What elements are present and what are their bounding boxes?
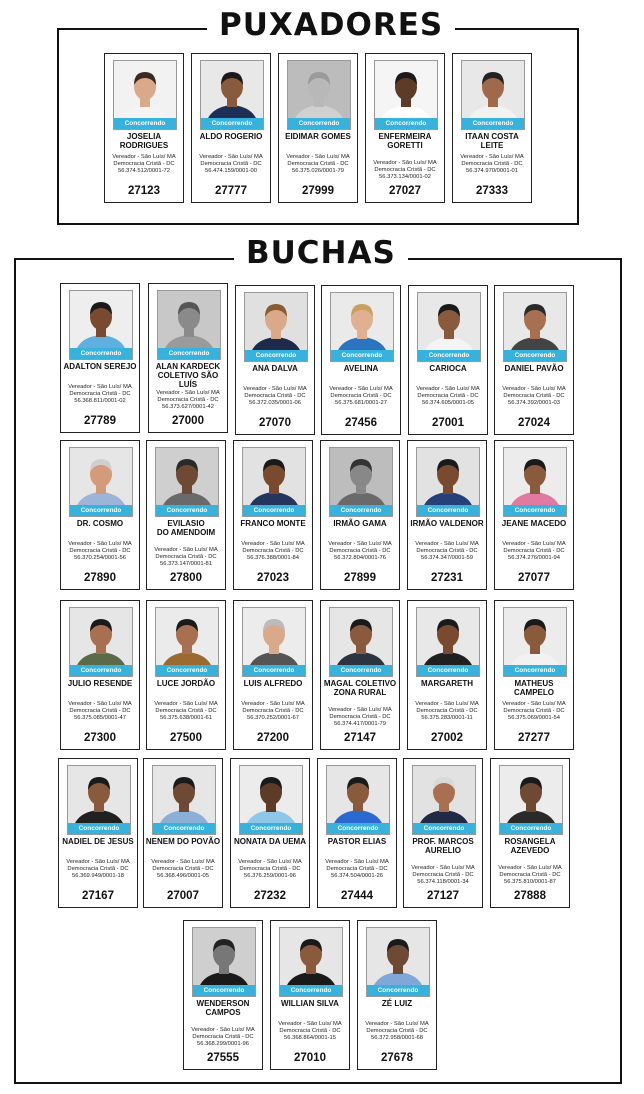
candidate-office: Vereador - São Luís/ MA xyxy=(243,386,307,392)
candidate-cnpj: 56.368.811/0001-02 xyxy=(74,398,126,405)
candidate-party: Democracia Cristã - DC xyxy=(503,708,565,715)
candidate-party: Democracia Cristã - DC xyxy=(242,548,304,555)
concorrendo-badge: Concorrendo xyxy=(330,505,392,516)
concorrendo-badge: Concorrendo xyxy=(240,823,302,834)
candidate-number: 27333 xyxy=(476,185,508,197)
candidate-photo xyxy=(330,292,394,362)
candidate-office: Vereador - São Luís/ MA xyxy=(415,541,479,547)
candidate-name: NENEM DO POVÃO xyxy=(145,837,221,846)
candidate-photo xyxy=(326,765,390,835)
candidate-office: Vereador - São Luís/ MA xyxy=(156,390,220,396)
candidate-office: Vereador - São Luís/ MA xyxy=(415,701,479,707)
buchas-title: BUCHAS xyxy=(234,236,408,270)
candidate-party: Democracia Cristã - DC xyxy=(67,866,129,873)
concorrendo-badge: Concorrendo xyxy=(417,665,479,676)
concorrendo-badge: Concorrendo xyxy=(288,118,350,129)
candidate-office: Vereador - São Luís/ MA xyxy=(502,701,566,707)
concorrendo-badge: Concorrendo xyxy=(156,665,218,676)
candidate-party: Democracia Cristã - DC xyxy=(416,548,478,555)
candidate-cnpj: 56.474.159/0001-00 xyxy=(205,168,257,175)
candidate-card xyxy=(357,920,437,1070)
candidate-card xyxy=(183,920,263,1070)
candidate-info xyxy=(321,541,399,563)
candidate-number: 27789 xyxy=(84,415,116,427)
candidate-cnpj: 56.375.810/0001-87 xyxy=(504,879,556,886)
candidate-party: Democracia Cristã - DC xyxy=(239,866,301,873)
candidate-number: 27001 xyxy=(432,417,464,429)
candidate-party: Democracia Cristã - DC xyxy=(330,393,392,400)
candidate-office: Vereador - São Luís/ MA xyxy=(68,701,132,707)
candidate-cnpj: 56.374.276/0001-94 xyxy=(508,555,560,562)
candidate-name: PASTOR ELIAS xyxy=(327,837,387,846)
candidate-name: DANIEL PAVÃO xyxy=(504,364,564,373)
candidate-name: EIDIMAR GOMES xyxy=(285,132,351,141)
candidate-card xyxy=(494,440,574,590)
candidate-card xyxy=(60,440,140,590)
candidate-name: NONATA DA UEMA xyxy=(234,837,306,846)
candidate-office: Vereador - São Luís/ MA xyxy=(238,859,302,865)
candidate-office: Vereador - São Luís/ MA xyxy=(365,1021,429,1027)
candidate-info xyxy=(453,154,531,176)
candidate-card xyxy=(407,440,487,590)
candidate-info xyxy=(271,1021,349,1043)
candidate-card xyxy=(148,283,228,433)
candidate-card xyxy=(146,440,226,590)
candidate-office: Vereador - São Luís/ MA xyxy=(373,160,437,166)
candidate-cnpj: 56.376.388/0001-84 xyxy=(247,555,299,562)
candidate-party: Democracia Cristã - DC xyxy=(155,554,217,561)
candidate-party: Democracia Cristã - DC xyxy=(155,708,217,715)
candidate-card xyxy=(494,285,574,435)
candidate-party: Democracia Cristã - DC xyxy=(157,397,219,404)
candidate-name: MAGAL COLETIVO ZONA RURAL xyxy=(323,679,397,697)
candidate-info xyxy=(149,390,227,412)
candidate-party: Democracia Cristã - DC xyxy=(200,161,262,168)
concorrendo-badge: Concorrendo xyxy=(418,350,480,361)
candidate-number: 27231 xyxy=(431,572,463,584)
candidate-number: 27232 xyxy=(254,890,286,902)
candidate-cnpj: 56.370.254/0001-56 xyxy=(74,555,126,562)
candidate-name: ITAAN COSTA LEITE xyxy=(465,132,519,150)
candidate-info xyxy=(495,701,573,723)
candidate-photo xyxy=(366,927,430,997)
candidate-info xyxy=(408,701,486,723)
candidate-card xyxy=(408,285,488,435)
candidate-info xyxy=(61,384,139,406)
candidate-number: 27002 xyxy=(431,732,463,744)
candidate-info xyxy=(236,386,314,408)
candidate-number: 27023 xyxy=(257,572,289,584)
concorrendo-badge: Concorrendo xyxy=(201,118,263,129)
concorrendo-badge: Concorrendo xyxy=(70,505,132,516)
candidate-card xyxy=(403,758,483,908)
candidate-party: Democracia Cristã - DC xyxy=(287,161,349,168)
candidate-photo xyxy=(242,607,306,677)
candidate-office: Vereador - São Luís/ MA xyxy=(286,154,350,160)
concorrendo-badge: Concorrendo xyxy=(367,985,429,996)
candidate-party: Democracia Cristã - DC xyxy=(374,167,436,174)
candidate-info xyxy=(409,386,487,408)
candidate-name: ALAN KARDECK COLETIVO SÃO LUÍS xyxy=(155,362,221,389)
puxadores-title: PUXADORES xyxy=(207,8,455,42)
candidate-card xyxy=(60,283,140,433)
candidate-info xyxy=(144,859,222,881)
candidate-party: Democracia Cristã - DC xyxy=(244,393,306,400)
candidate-photo xyxy=(499,765,563,835)
candidate-cnpj: 56.374.970/0001-01 xyxy=(466,168,518,175)
candidate-number: 27444 xyxy=(341,890,373,902)
candidate-photo xyxy=(461,60,525,130)
candidate-name: IRMÃO VALDENOR xyxy=(410,519,484,528)
concorrendo-badge: Concorrendo xyxy=(158,348,220,359)
candidate-info xyxy=(234,701,312,723)
candidate-cnpj: 56.374.605/0001-05 xyxy=(422,400,474,407)
candidate-info xyxy=(147,547,225,569)
candidate-number: 27127 xyxy=(427,890,459,902)
candidate-number: 27678 xyxy=(381,1052,413,1064)
candidate-cnpj: 56.375.681/0001-27 xyxy=(335,400,387,407)
concorrendo-badge: Concorrendo xyxy=(327,823,389,834)
candidate-number: 27890 xyxy=(84,572,116,584)
candidate-office: Vereador - São Luís/ MA xyxy=(154,547,218,553)
candidate-name: ROSANGELA AZEVEDO xyxy=(504,837,556,855)
concorrendo-badge: Concorrendo xyxy=(280,985,342,996)
candidate-party: Democracia Cristã - DC xyxy=(416,708,478,715)
candidate-photo xyxy=(155,447,219,517)
candidate-office: Vereador - São Luís/ MA xyxy=(460,154,524,160)
candidate-party: Democracia Cristã - DC xyxy=(412,872,474,879)
candidate-name: MARGARETH xyxy=(421,679,473,688)
candidate-name: EVILASIO DO AMENDOIM xyxy=(156,519,216,537)
candidate-info xyxy=(495,541,573,563)
candidate-name: FRANCO MONTE xyxy=(240,519,306,528)
candidate-number: 27277 xyxy=(518,732,550,744)
candidate-office: Vereador - São Luís/ MA xyxy=(151,859,215,865)
candidate-office: Vereador - São Luís/ MA xyxy=(502,386,566,392)
candidate-card xyxy=(270,920,350,1070)
candidate-party: Democracia Cristã - DC xyxy=(329,548,391,555)
candidate-photo xyxy=(244,292,308,362)
concorrendo-badge: Concorrendo xyxy=(68,823,130,834)
candidate-party: Democracia Cristã - DC xyxy=(69,391,131,398)
candidate-info xyxy=(321,707,399,729)
candidate-photo xyxy=(416,447,480,517)
candidate-cnpj: 56.375.069/0001-54 xyxy=(508,715,560,722)
candidate-office: Vereador - São Luís/ MA xyxy=(66,859,130,865)
candidate-card xyxy=(452,53,532,203)
candidate-info xyxy=(105,154,183,176)
concorrendo-badge: Concorrendo xyxy=(417,505,479,516)
concorrendo-badge: Concorrendo xyxy=(504,350,566,361)
candidate-office: Vereador - São Luís/ MA xyxy=(68,384,132,390)
candidate-cnpj: 56.375.085/0001-47 xyxy=(74,715,126,722)
candidate-photo xyxy=(69,607,133,677)
candidate-office: Vereador - São Luís/ MA xyxy=(278,1021,342,1027)
candidate-name: DR. COSMO xyxy=(76,519,124,528)
candidate-photo xyxy=(503,447,567,517)
candidate-party: Democracia Cristã - DC xyxy=(69,548,131,555)
candidate-cnpj: 56.373.134/0001-02 xyxy=(379,174,431,181)
candidate-name: WILLIAN SILVA xyxy=(281,999,339,1008)
candidate-card xyxy=(60,600,140,750)
concorrendo-badge: Concorrendo xyxy=(504,505,566,516)
candidate-office: Vereador - São Luís/ MA xyxy=(325,859,389,865)
candidate-office: Vereador - São Luís/ MA xyxy=(328,541,392,547)
candidate-office: Vereador - São Luís/ MA xyxy=(68,541,132,547)
candidate-office: Vereador - São Luís/ MA xyxy=(199,154,263,160)
candidate-party: Democracia Cristã - DC xyxy=(326,866,388,873)
candidate-photo xyxy=(416,607,480,677)
candidate-office: Vereador - São Luís/ MA xyxy=(241,701,305,707)
concorrendo-badge: Concorrendo xyxy=(243,505,305,516)
concorrendo-badge: Concorrendo xyxy=(156,505,218,516)
candidate-cnpj: 56.374.504/0001-26 xyxy=(331,873,383,880)
candidate-card xyxy=(320,600,400,750)
concorrendo-badge: Concorrendo xyxy=(413,823,475,834)
candidate-cnpj: 56.368.299/0001-96 xyxy=(197,1041,249,1048)
candidate-photo xyxy=(67,765,131,835)
candidate-name: ZÉ LUIZ xyxy=(381,999,413,1008)
candidate-party: Democracia Cristã - DC xyxy=(461,161,523,168)
candidate-photo xyxy=(329,607,393,677)
candidate-party: Democracia Cristã - DC xyxy=(192,1034,254,1041)
candidate-name: JULIO RESENDE xyxy=(67,679,133,688)
candidate-info xyxy=(322,386,400,408)
concorrendo-badge: Concorrendo xyxy=(114,118,176,129)
candidate-card xyxy=(191,53,271,203)
candidate-cnpj: 56.374.417/0001-79 xyxy=(334,721,386,728)
candidate-photo xyxy=(287,60,351,130)
candidate-card xyxy=(143,758,223,908)
candidate-number: 27300 xyxy=(84,732,116,744)
candidate-office: Vereador - São Luís/ MA xyxy=(416,386,480,392)
candidate-cnpj: 56.374.392/0001-03 xyxy=(508,400,560,407)
candidate-office: Vereador - São Luís/ MA xyxy=(411,865,475,871)
candidate-photo xyxy=(242,447,306,517)
candidate-photo xyxy=(200,60,264,130)
candidate-info xyxy=(404,865,482,887)
candidate-photo xyxy=(69,290,133,360)
concorrendo-badge: Concorrendo xyxy=(330,665,392,676)
concorrendo-badge: Concorrendo xyxy=(243,665,305,676)
candidate-info xyxy=(495,386,573,408)
candidate-info xyxy=(231,859,309,881)
candidate-number: 27899 xyxy=(344,572,376,584)
candidate-card xyxy=(321,285,401,435)
candidate-name: JOSELIA RODRIGUES xyxy=(119,132,169,150)
candidate-cnpj: 56.375.638/0001-61 xyxy=(160,715,212,722)
candidate-number: 27999 xyxy=(302,185,334,197)
candidate-name: NADIEL DE JESUS xyxy=(62,837,134,846)
candidate-party: Democracia Cristã - DC xyxy=(329,714,391,721)
candidate-card xyxy=(494,600,574,750)
candidate-cnpj: 56.374.118/0001-34 xyxy=(417,879,469,886)
candidate-name: LUIS ALFREDO xyxy=(243,679,303,688)
candidate-info xyxy=(234,541,312,563)
candidate-cnpj: 56.375.283/0001-11 xyxy=(421,715,473,722)
candidate-office: Vereador - São Luís/ MA xyxy=(498,865,562,871)
candidate-photo xyxy=(374,60,438,130)
candidate-number: 27456 xyxy=(345,417,377,429)
candidate-info xyxy=(318,859,396,881)
candidate-info xyxy=(192,154,270,176)
candidate-number: 27500 xyxy=(170,732,202,744)
candidate-card xyxy=(320,440,400,590)
candidate-name: CARIOCA xyxy=(429,364,467,373)
candidate-number: 27555 xyxy=(207,1052,239,1064)
candidate-name: ALDO ROGERIO xyxy=(199,132,263,141)
candidate-party: Democracia Cristã - DC xyxy=(69,708,131,715)
concorrendo-badge: Concorrendo xyxy=(375,118,437,129)
candidate-party: Democracia Cristã - DC xyxy=(152,866,214,873)
concorrendo-badge: Concorrendo xyxy=(500,823,562,834)
candidate-name: IRMÃO GAMA xyxy=(333,519,387,528)
candidate-office: Vereador - São Luís/ MA xyxy=(112,154,176,160)
candidate-card xyxy=(317,758,397,908)
candidate-name: WENDERSON CAMPOS xyxy=(196,999,250,1017)
candidate-photo xyxy=(157,290,221,360)
concorrendo-badge: Concorrendo xyxy=(462,118,524,129)
concorrendo-badge: Concorrendo xyxy=(245,350,307,361)
candidate-name: AVELINA xyxy=(343,364,379,373)
candidate-number: 27024 xyxy=(518,417,550,429)
candidate-number: 27777 xyxy=(215,185,247,197)
candidate-party: Democracia Cristã - DC xyxy=(242,708,304,715)
candidate-info xyxy=(147,701,225,723)
candidate-office: Vereador - São Luís/ MA xyxy=(329,386,393,392)
candidate-photo xyxy=(412,765,476,835)
candidate-cnpj: 56.375.026/0001-79 xyxy=(292,168,344,175)
candidate-cnpj: 56.368.496/0001-05 xyxy=(157,873,209,880)
concorrendo-badge: Concorrendo xyxy=(504,665,566,676)
candidate-cnpj: 56.369.949/0001-18 xyxy=(72,873,124,880)
candidate-number: 27000 xyxy=(172,415,204,427)
candidate-card xyxy=(407,600,487,750)
candidate-photo xyxy=(503,292,567,362)
candidate-cnpj: 56.373.147/0001-81 xyxy=(160,561,212,568)
candidate-party: Democracia Cristã - DC xyxy=(417,393,479,400)
candidate-cnpj: 56.372.958/0001-68 xyxy=(371,1035,423,1042)
candidate-card xyxy=(235,285,315,435)
candidate-name: PROF. MARCOS AURELIO xyxy=(412,837,474,855)
concorrendo-badge: Concorrendo xyxy=(70,665,132,676)
candidate-info xyxy=(184,1027,262,1049)
candidate-number: 27200 xyxy=(257,732,289,744)
candidate-party: Democracia Cristã - DC xyxy=(503,393,565,400)
candidate-photo xyxy=(152,765,216,835)
candidate-number: 27027 xyxy=(389,185,421,197)
candidate-card xyxy=(365,53,445,203)
candidate-cnpj: 56.374.347/0001-59 xyxy=(421,555,473,562)
candidate-cnpj: 56.368.864/0001-15 xyxy=(284,1035,336,1042)
concorrendo-badge: Concorrendo xyxy=(193,985,255,996)
candidate-info xyxy=(279,154,357,176)
candidate-party: Democracia Cristã - DC xyxy=(366,1028,428,1035)
candidate-cnpj: 56.374.512/0001-72 xyxy=(118,168,170,175)
candidate-photo xyxy=(113,60,177,130)
candidate-number: 27888 xyxy=(514,890,546,902)
candidate-card xyxy=(278,53,358,203)
candidate-party: Democracia Cristã - DC xyxy=(113,161,175,168)
candidate-card xyxy=(233,600,313,750)
candidate-card xyxy=(104,53,184,203)
concorrendo-badge: Concorrendo xyxy=(70,348,132,359)
candidate-cnpj: 56.372.804/0001-76 xyxy=(334,555,386,562)
candidate-name: LUCE JORDÃO xyxy=(156,679,216,688)
candidate-info xyxy=(366,160,444,182)
candidate-cnpj: 56.376.259/0001-96 xyxy=(244,873,296,880)
candidate-photo xyxy=(155,607,219,677)
candidate-card xyxy=(146,600,226,750)
candidate-photo xyxy=(192,927,256,997)
candidate-info xyxy=(358,1021,436,1043)
candidate-party: Democracia Cristã - DC xyxy=(499,872,561,879)
candidate-photo xyxy=(503,607,567,677)
candidate-info xyxy=(491,865,569,887)
candidate-office: Vereador - São Luís/ MA xyxy=(241,541,305,547)
candidate-cnpj: 56.372.035/0001-06 xyxy=(249,400,301,407)
candidate-number: 27070 xyxy=(259,417,291,429)
candidate-photo xyxy=(417,292,481,362)
candidate-photo xyxy=(279,927,343,997)
candidate-office: Vereador - São Luís/ MA xyxy=(154,701,218,707)
candidate-name: MATHEUS CAMPELO xyxy=(514,679,554,697)
concorrendo-badge: Concorrendo xyxy=(153,823,215,834)
candidate-info xyxy=(408,541,486,563)
candidate-name: ANA DALVA xyxy=(252,364,298,373)
candidate-cnpj: 56.373.627/0001-42 xyxy=(162,404,214,411)
candidate-cnpj: 56.370.252/0001-67 xyxy=(247,715,299,722)
candidate-card xyxy=(233,440,313,590)
candidate-info xyxy=(61,701,139,723)
candidate-name: JEANE MACEDO xyxy=(501,519,567,528)
candidate-number: 27007 xyxy=(167,890,199,902)
candidate-number: 27147 xyxy=(344,732,376,744)
candidate-card xyxy=(58,758,138,908)
candidate-photo xyxy=(239,765,303,835)
candidate-party: Democracia Cristã - DC xyxy=(279,1028,341,1035)
candidate-office: Vereador - São Luís/ MA xyxy=(328,707,392,713)
candidate-number: 27010 xyxy=(294,1052,326,1064)
candidate-number: 27800 xyxy=(170,572,202,584)
candidate-photo xyxy=(329,447,393,517)
candidate-number: 27167 xyxy=(82,890,114,902)
candidate-name: ADALTON SEREJO xyxy=(63,362,137,371)
candidate-office: Vereador - São Luís/ MA xyxy=(191,1027,255,1033)
candidate-office: Vereador - São Luís/ MA xyxy=(502,541,566,547)
candidate-name: ENFERMEIRA GORETTI xyxy=(378,132,432,150)
candidate-info xyxy=(61,541,139,563)
candidate-party: Democracia Cristã - DC xyxy=(503,548,565,555)
candidate-number: 27077 xyxy=(518,572,550,584)
concorrendo-badge: Concorrendo xyxy=(331,350,393,361)
candidate-card xyxy=(490,758,570,908)
candidate-card xyxy=(230,758,310,908)
candidate-number: 27123 xyxy=(128,185,160,197)
candidate-info xyxy=(59,859,137,881)
candidate-photo xyxy=(69,447,133,517)
